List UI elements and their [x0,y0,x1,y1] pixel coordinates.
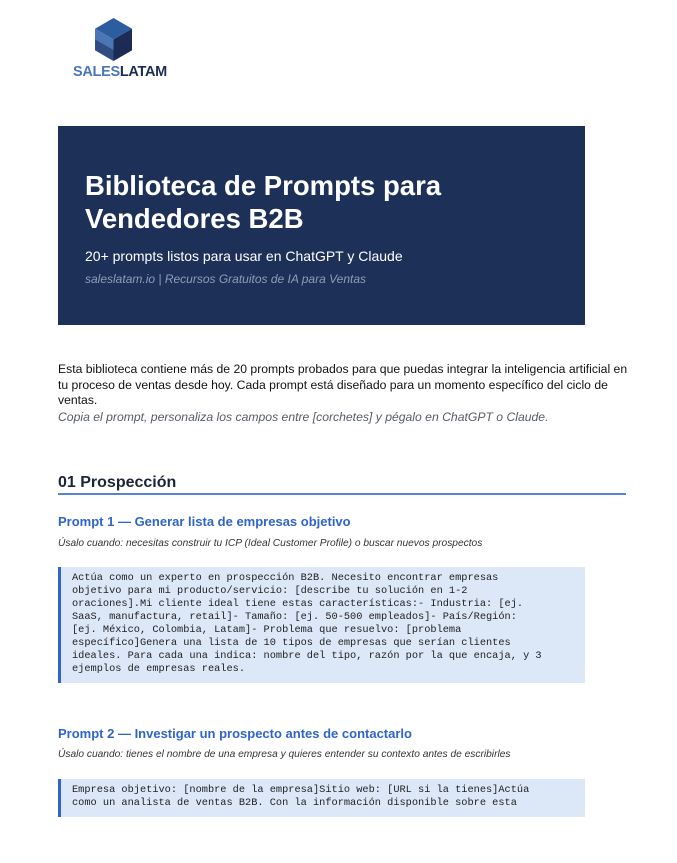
saleslatam-logo [73,18,165,82]
prompt-usage-note: Úsalo cuando: tienes el nombre de una empresa y quieres entender su contexto antes de escribirles [58,749,511,760]
intro-note: Copia el prompt, personaliza los campos entre [corchetes] y pégalo en ChatGPT o Claude. [58,410,549,424]
prompt-title: Prompt 2 — Investigar un prospecto antes de contactarlo [58,726,412,741]
hero-subtitle: 20+ prompts listos para usar en ChatGPT y Claude [85,248,403,264]
prompt-title: Prompt 1 — Generar lista de empresas objetivo [58,514,351,529]
cube-logo-icon [95,18,132,61]
prompt-usage-note: Úsalo cuando: necesitas construir tu ICP (Ideal Customer Profile) o buscar nuevos prospectos [58,538,483,549]
section-divider [58,493,626,495]
intro-paragraph: Esta biblioteca contiene más de 20 prompts probados para que puedas integrar la inteligencia artificial en tu proceso de ventas desde hoy. Cada prompt está diseñado para un momento específico del ciclo de ventas. [58,362,628,407]
hero-meta: saleslatam.io | Recursos Gratuitos de IA para Ventas [85,272,367,286]
hero-banner [58,126,585,325]
prompt-code-block[interactable]: Empresa objetivo: [nombre de la empresa]Sitio web: [URL si la tienes]Actúa como un analista de ventas B2B. Con la información disponible sobre esta [58,779,585,817]
section-title: 01 Prospección [58,474,177,491]
prompt-code-block[interactable]: Actúa como un experto en prospección B2B. Necesito encontrar empresas objetivo para mi producto/servicio: [describe tu solución en 1-2 oraciones].Mi cliente ideal tiene estas características:- Industria: [ej. SaaS, manufactura, retail]- Tamaño: [ej. 50-500 empleados]- País/Región: [ej. México, Colombia, Latam]- Problema que resuelvo: [problema específico]Genera una lista de 10 tipos de empresas que serían clientes ideales. Para cada una indica: nombre del tipo, razón por la que encaja, y 3 ejemplos de empresas reales. [58,567,585,683]
page-title: Biblioteca de Prompts para Vendedores B2B [85,170,442,234]
logo-wordmark: SALESLATAM [73,64,167,80]
